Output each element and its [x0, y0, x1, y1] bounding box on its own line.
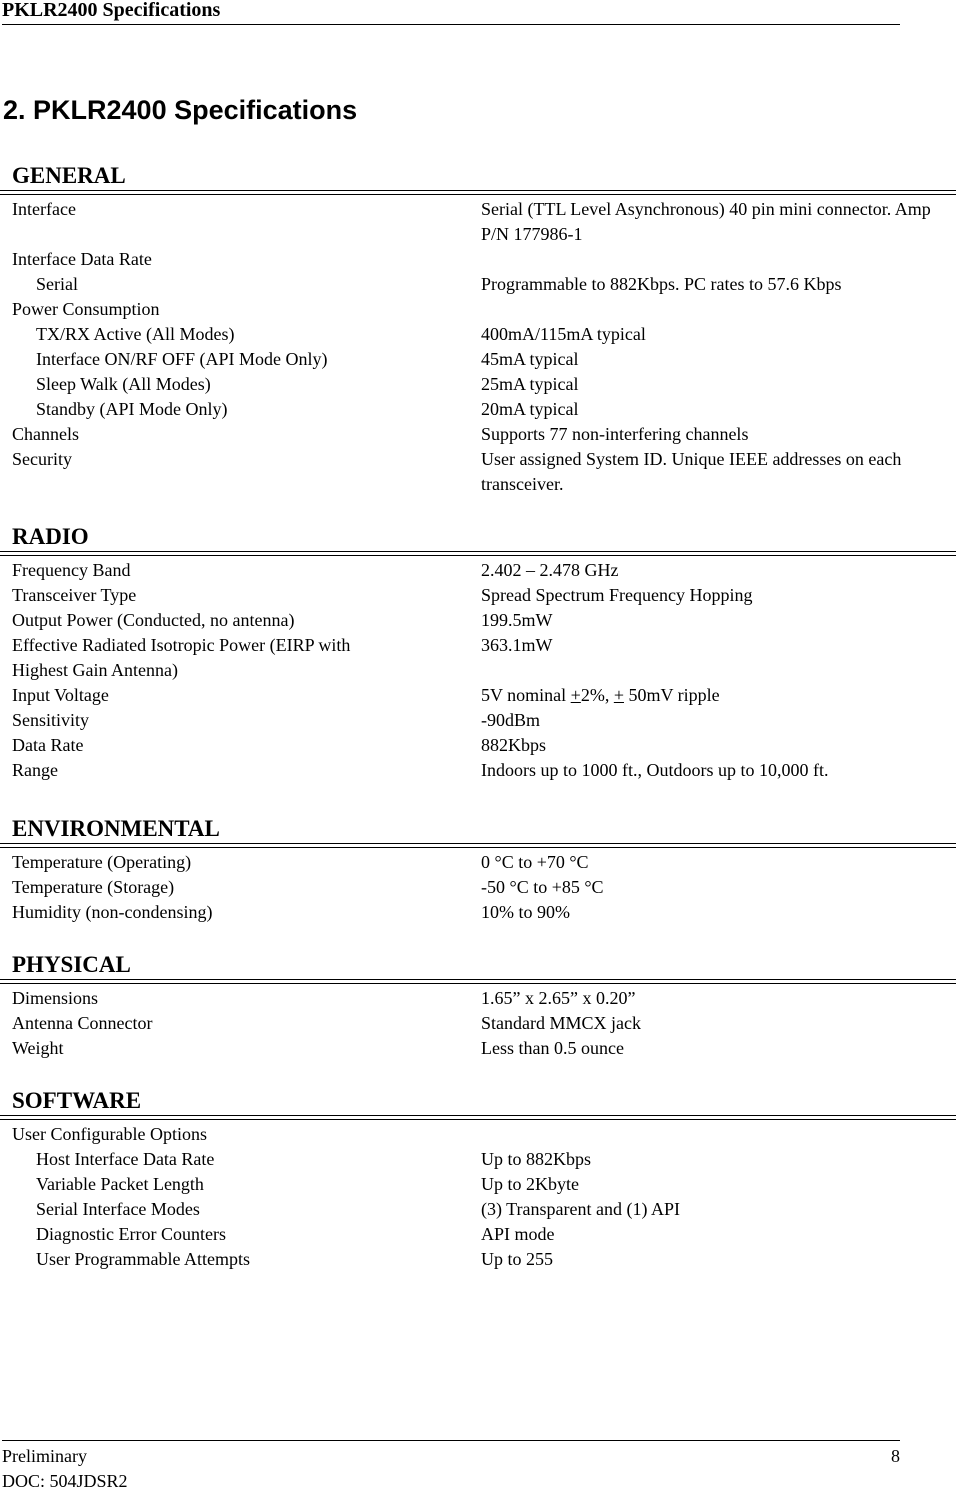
- page-number: 8: [891, 1446, 900, 1466]
- spec-label: Variable Packet Length: [36, 1174, 204, 1194]
- spec-label: Interface: [12, 199, 76, 219]
- footer-status: Preliminary: [2, 1446, 87, 1466]
- spec-row: [0, 683, 956, 708]
- spec-label: Power Consumption: [12, 299, 160, 319]
- spec-row: [0, 733, 956, 758]
- spec-table: [0, 197, 956, 497]
- value-part: 50mV ripple: [623, 685, 720, 705]
- spec-label: Output Power (Conducted, no antenna): [12, 610, 295, 630]
- section-heading: SOFTWARE: [12, 1088, 142, 1113]
- spec-value: Supports 77 non-interfering channels: [481, 424, 749, 444]
- spec-row: [0, 633, 956, 683]
- spec-value: Spread Spectrum Frequency Hopping: [481, 585, 753, 605]
- double-rule: [0, 190, 956, 195]
- spec-row: [0, 758, 956, 783]
- spec-table: [0, 986, 956, 1061]
- spec-label: Security: [12, 449, 72, 469]
- spec-value: 2.402 – 2.478 GHz: [481, 560, 619, 580]
- spec-row: [0, 708, 956, 733]
- spec-label: Serial Interface Modes: [36, 1199, 200, 1219]
- spec-value: 199.5mW: [481, 610, 553, 630]
- spec-row: [0, 1247, 956, 1272]
- spec-table: [0, 558, 956, 783]
- spec-row: [0, 322, 956, 347]
- spec-row: [0, 875, 956, 900]
- spec-table: [0, 1122, 956, 1272]
- section-software: [0, 1088, 956, 1272]
- spec-row: [0, 1172, 956, 1197]
- spec-row: [0, 397, 956, 422]
- double-rule: [0, 1115, 956, 1120]
- spec-label: Transceiver Type: [12, 585, 137, 605]
- spec-label: TX/RX Active (All Modes): [36, 324, 235, 344]
- double-rule: [0, 979, 956, 984]
- spec-value: Programmable to 882Kbps. PC rates to 57.6 Kbps: [481, 274, 842, 294]
- spec-label: User Configurable Options: [12, 1124, 207, 1144]
- section-heading: GENERAL: [12, 163, 126, 188]
- value-part: 5V nominal: [481, 685, 571, 705]
- spec-label: Temperature (Operating): [12, 852, 192, 872]
- spec-label: User Programmable Attempts: [36, 1249, 250, 1269]
- spec-value: 20mA typical: [481, 399, 579, 419]
- section-environmental: [0, 816, 956, 925]
- section-general: [0, 163, 956, 497]
- spec-row: [0, 447, 956, 497]
- spec-value: Up to 2Kbyte: [481, 1174, 579, 1194]
- spec-row: [0, 422, 956, 447]
- spec-value: [481, 683, 941, 708]
- spec-value: API mode: [481, 1224, 555, 1244]
- spec-value: 400mA/115mA typical: [481, 324, 646, 344]
- spec-row: [0, 1147, 956, 1172]
- spec-row: [0, 900, 956, 925]
- section-physical: [0, 952, 956, 1061]
- plus-minus-symbol: +: [570, 685, 581, 705]
- spec-label: Temperature (Storage): [12, 877, 175, 897]
- spec-label: Data Rate: [12, 735, 84, 755]
- spec-value: Standard MMCX jack: [481, 1013, 641, 1033]
- spec-label: Dimensions: [12, 988, 99, 1008]
- double-rule: [0, 843, 956, 848]
- spec-label: Range: [12, 760, 58, 780]
- spec-label: Interface ON/RF OFF (API Mode Only): [36, 349, 328, 369]
- spec-row: [0, 1222, 956, 1247]
- spec-value: 363.1mW: [481, 635, 553, 655]
- spec-label: Channels: [12, 424, 79, 444]
- section-heading: RADIO: [12, 524, 89, 549]
- spec-value: 10% to 90%: [481, 902, 570, 922]
- value-part: 2%,: [580, 685, 614, 705]
- spec-value: 882Kbps: [481, 735, 547, 755]
- plus-minus-symbol: +: [613, 685, 624, 705]
- spec-row: [0, 1011, 956, 1036]
- spec-label: Frequency Band: [12, 560, 131, 580]
- spec-row: [0, 583, 956, 608]
- running-header: PKLR2400 Specifications: [2, 0, 900, 25]
- spec-label: Weight: [12, 1038, 64, 1058]
- spec-row: [0, 608, 956, 633]
- spec-value: Less than 0.5 ounce: [481, 1038, 624, 1058]
- spec-label: Interface Data Rate: [12, 249, 152, 269]
- section-heading: ENVIRONMENTAL: [12, 816, 220, 841]
- spec-value: Up to 255: [481, 1249, 553, 1269]
- spec-label: Sleep Walk (All Modes): [36, 374, 211, 394]
- spec-row: [0, 1036, 956, 1061]
- spec-label: Standby (API Mode Only): [36, 399, 228, 419]
- spec-label: Effective Radiated Isotropic Power (EIRP with Highest Gain Antenna): [12, 635, 351, 680]
- spec-label: Sensitivity: [12, 710, 90, 730]
- spec-value: Up to 882Kbps: [481, 1149, 592, 1169]
- spec-row: [0, 297, 956, 322]
- spec-table: [0, 850, 956, 925]
- spec-label: Antenna Connector: [12, 1013, 153, 1033]
- spec-value: -50 °C to +85 °C: [481, 877, 604, 897]
- spec-label: Input Voltage: [12, 685, 109, 705]
- spec-value: 25mA typical: [481, 374, 579, 394]
- spec-value: 0 °C to +70 °C: [481, 852, 589, 872]
- footer-rule: [2, 1440, 900, 1441]
- spec-value: 1.65” x 2.65” x 0.20”: [481, 988, 636, 1008]
- section-radio: [0, 524, 956, 783]
- footer-doc-id: DOC: 504JDSR2: [2, 1471, 128, 1491]
- spec-row: [0, 272, 956, 297]
- spec-row: [0, 558, 956, 583]
- spec-value: (3) Transparent and (1) API: [481, 1199, 680, 1219]
- spec-label: Serial: [36, 274, 78, 294]
- spec-row: [0, 1122, 956, 1147]
- spec-row: [0, 347, 956, 372]
- spec-value: User assigned System ID. Unique IEEE addresses on each transceiver.: [481, 449, 902, 494]
- spec-value: Serial (TTL Level Asynchronous) 40 pin mini connector. Amp P/N 177986-1: [481, 199, 931, 244]
- spec-row: [0, 850, 956, 875]
- section-heading: PHYSICAL: [12, 952, 131, 977]
- spec-label: Host Interface Data Rate: [36, 1149, 215, 1169]
- spec-label: Diagnostic Error Counters: [36, 1224, 226, 1244]
- spec-row: [0, 1197, 956, 1222]
- spec-value: -90dBm: [481, 710, 541, 730]
- spec-row: [0, 247, 956, 272]
- spec-value: 45mA typical: [481, 349, 579, 369]
- spec-row: [0, 372, 956, 397]
- spec-row: [0, 197, 956, 247]
- spec-value: Indoors up to 1000 ft., Outdoors up to 10,000 ft.: [481, 760, 829, 780]
- double-rule: [0, 551, 956, 556]
- spec-row: [0, 986, 956, 1011]
- spec-label: Humidity (non-condensing): [12, 902, 213, 922]
- chapter-title: 2. PKLR2400 Specifications: [3, 95, 358, 125]
